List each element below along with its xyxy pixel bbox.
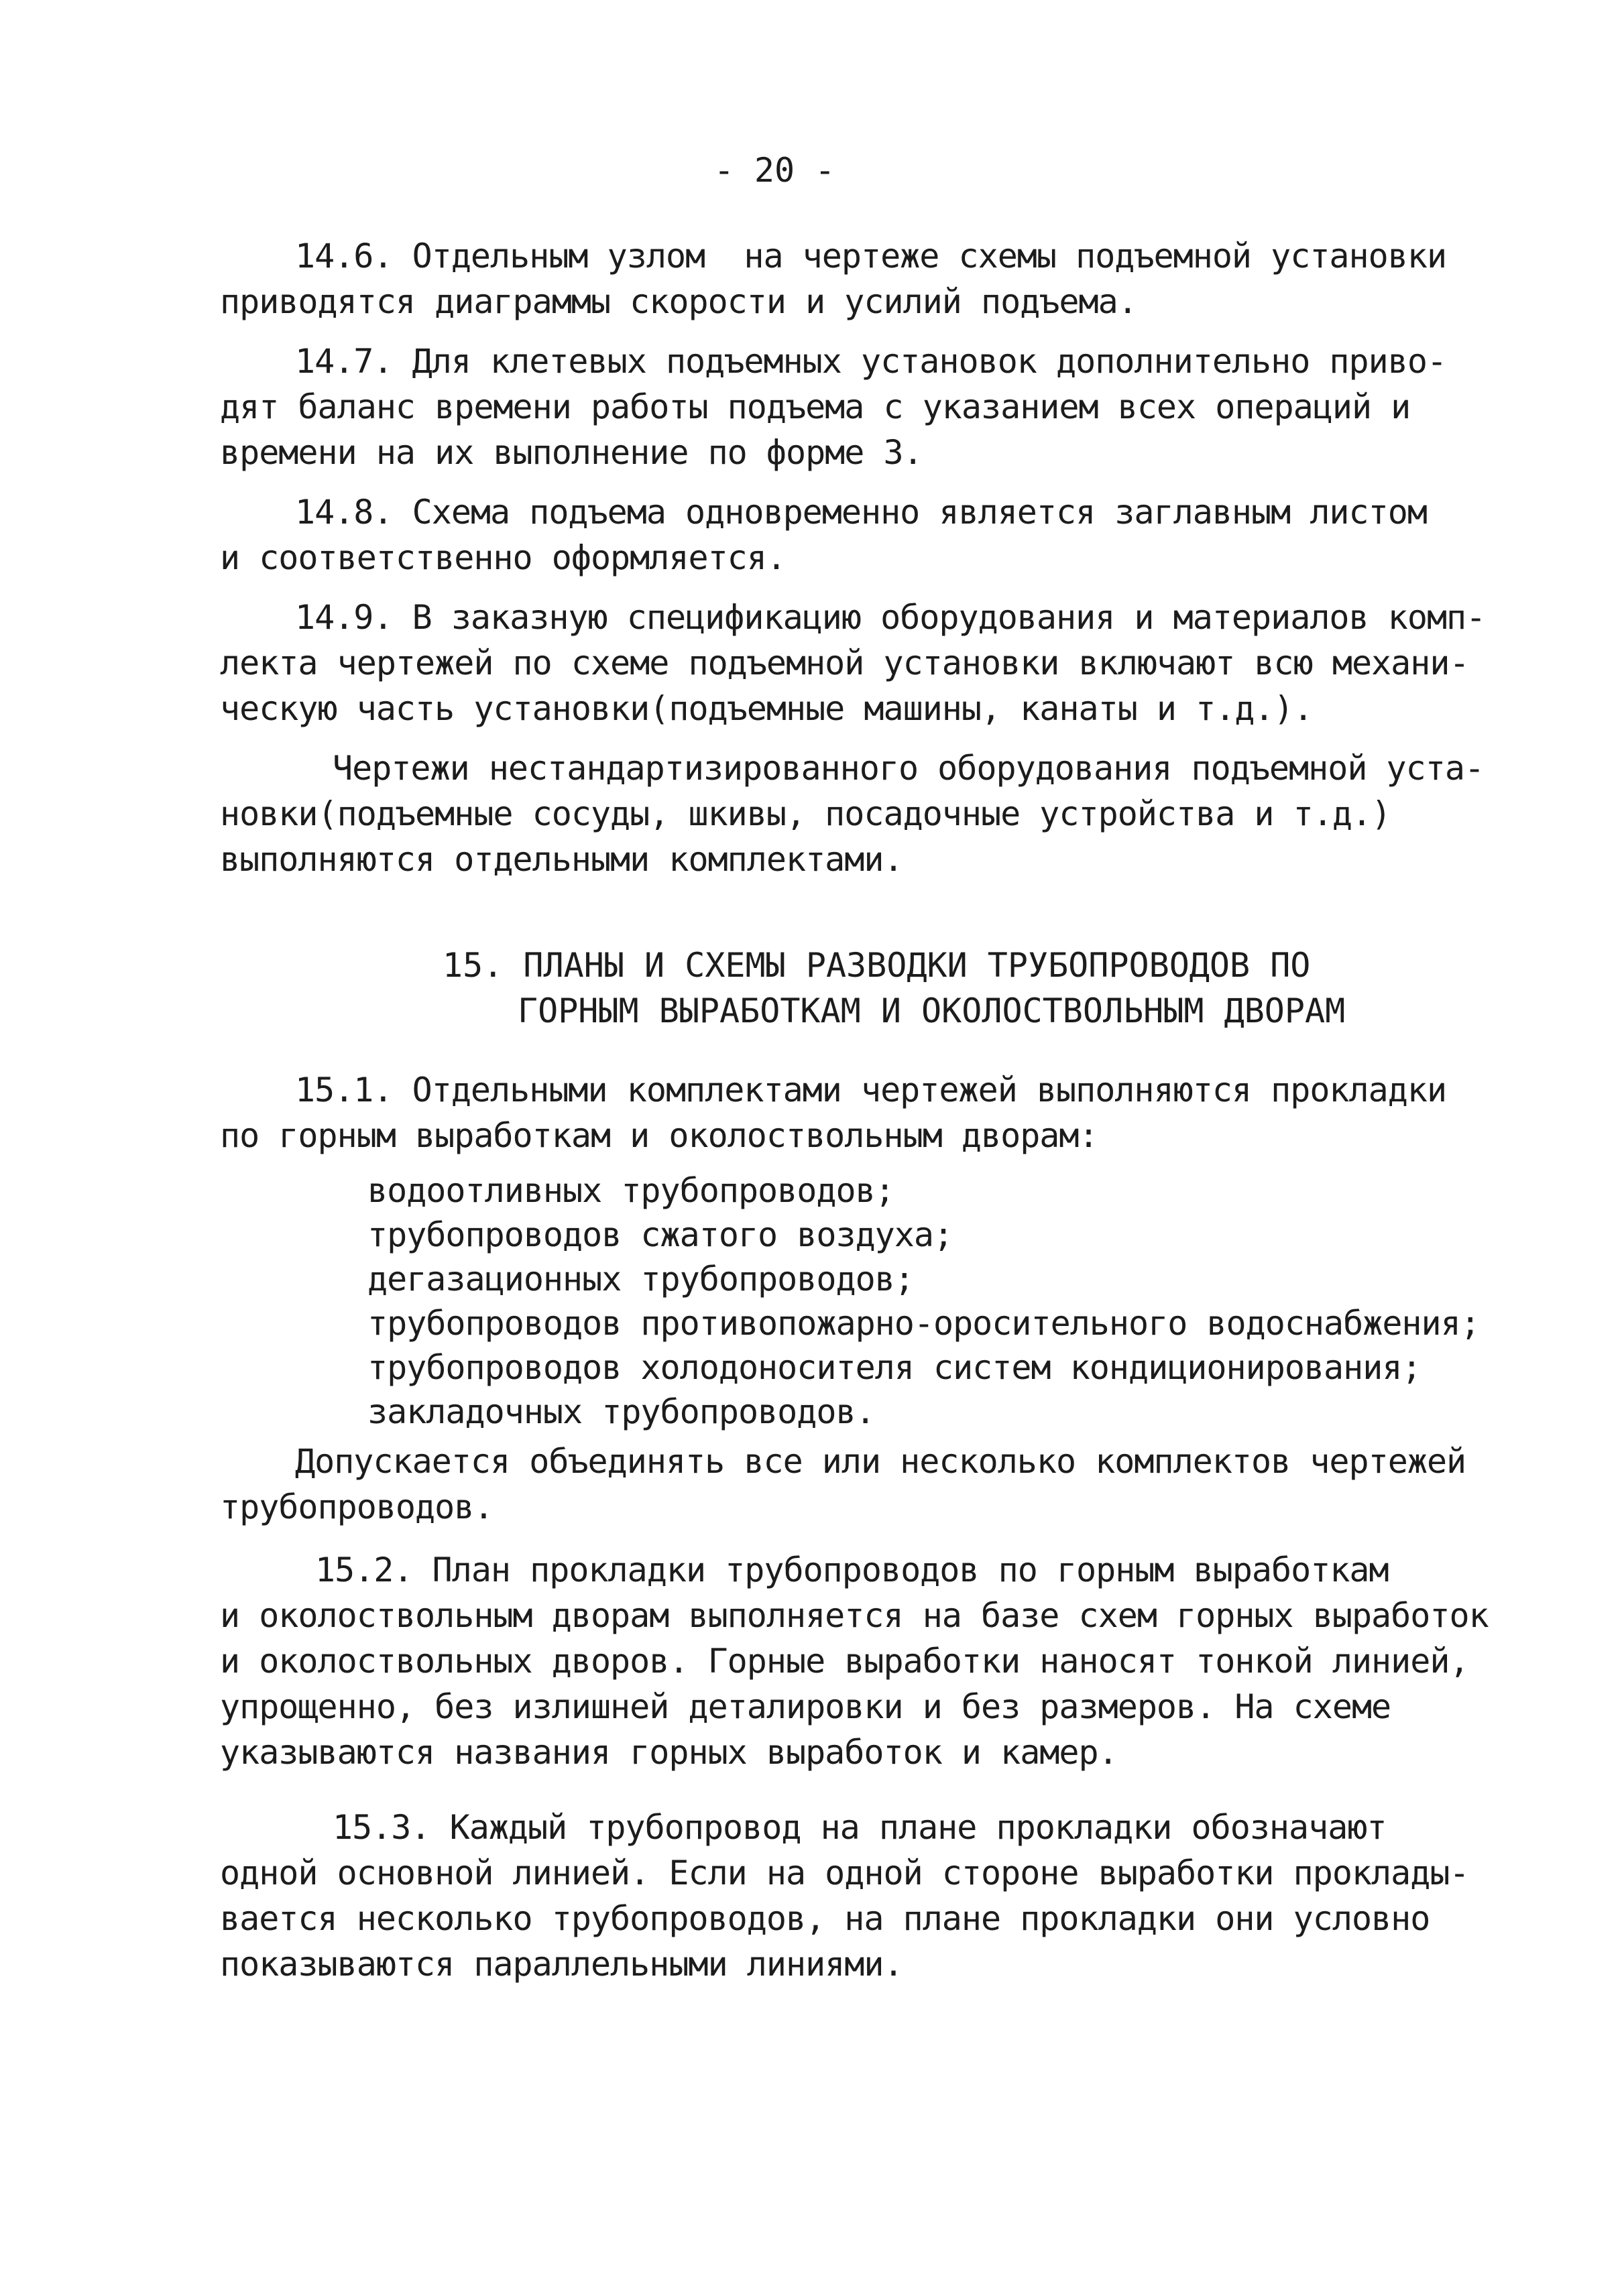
list-item: трубопроводов противопожарно-оросительного водоснабжения;: [367, 1304, 1480, 1343]
p14-6-line-2: приводятся диаграммы скорости и усилий подъема.: [220, 282, 1137, 321]
p15-2-line-2: и околоствольным дворам выполняется на базе схем горных выработок: [220, 1596, 1489, 1635]
p15-3-line-4: показываются параллельными линиями.: [220, 1945, 903, 1984]
p14-9-line-2: лекта чертежей по схеме подъемной установки включают всю механи-: [220, 644, 1469, 682]
p14-7-line-1: 14.7. Для клетевых подъемных установок дополнительно приво-: [295, 342, 1447, 381]
p15-2-line-3: и околоствольных дворов. Горные выработки наносят тонкой линией,: [220, 1642, 1469, 1681]
p15-3-line-1: 15.3. Каждый трубопровод на плане прокладки обозначают: [333, 1808, 1387, 1847]
p14-9b-line-1: Чертежи нестандартизированного оборудования подъемной уста-: [333, 749, 1485, 788]
page-number: - 20 -: [713, 151, 835, 190]
list-item: дегазационных трубопроводов;: [367, 1260, 914, 1298]
p15-3-line-2: одной основной линией. Если на одной стороне выработки проклады-: [220, 1854, 1469, 1892]
p14-9b-line-2: новки(подъемные сосуды, шкивы, посадочные устройства и т.д.): [220, 794, 1391, 833]
p15-2-line-5: указываются названия горных выработок и камер.: [220, 1733, 1118, 1772]
list-item: трубопроводов холодоносителя систем кондиционирования;: [367, 1348, 1422, 1387]
section-15-heading-line-1: 15. ПЛАНЫ И СХЕМЫ РАЗВОДКИ ТРУБОПРОВОДОВ ПО: [443, 946, 1311, 985]
p14-7-line-2: дят баланс времени работы подъема с указанием всех операций и: [220, 387, 1411, 426]
p15-1b-line-2: трубопроводов.: [220, 1488, 494, 1526]
p15-1b-line-1: Допускается объединять все или несколько комплектов чертежей: [295, 1442, 1466, 1481]
p15-2-line-4: упрощенно, без излишней деталировки и без размеров. На схеме: [220, 1687, 1391, 1726]
p14-8-line-2: и соответственно оформляется.: [220, 538, 786, 577]
p14-9-line-3: ческую часть установки(подъемные машины, канаты и т.д.).: [220, 689, 1313, 728]
list-item: трубопроводов сжатого воздуха;: [367, 1215, 953, 1254]
p14-9-line-1: 14.9. В заказную спецификацию оборудования и материалов комп-: [295, 598, 1486, 637]
list-item: закладочных трубопроводов.: [367, 1392, 875, 1431]
list-item: водоотливных трубопроводов;: [367, 1171, 894, 1210]
p15-2-line-1: 15.2. План прокладки трубопроводов по горным выработкам: [315, 1551, 1389, 1589]
section-15-heading-line-2: ГОРНЫМ ВЫРАБОТКАМ И ОКОЛОСТВОЛЬНЫМ ДВОРАМ: [518, 991, 1346, 1030]
p14-7-line-3: времени на их выполнение по форме 3.: [220, 433, 923, 472]
p15-1-line-2: по горным выработкам и околоствольным дворам:: [220, 1116, 1098, 1155]
p14-8-line-1: 14.8. Схема подъема одновременно является заглавным листом: [295, 493, 1427, 532]
p15-1-line-1: 15.1. Отдельными комплектами чертежей выполняются прокладки: [295, 1071, 1447, 1109]
p14-6-line-1: 14.6. Отдельным узлом на чертеже схемы подъемной установки: [295, 237, 1447, 276]
p15-3-line-3: вается несколько трубопроводов, на плане прокладки они условно: [220, 1899, 1430, 1938]
p14-9b-line-3: выполняются отдельными комплектами.: [220, 840, 903, 879]
